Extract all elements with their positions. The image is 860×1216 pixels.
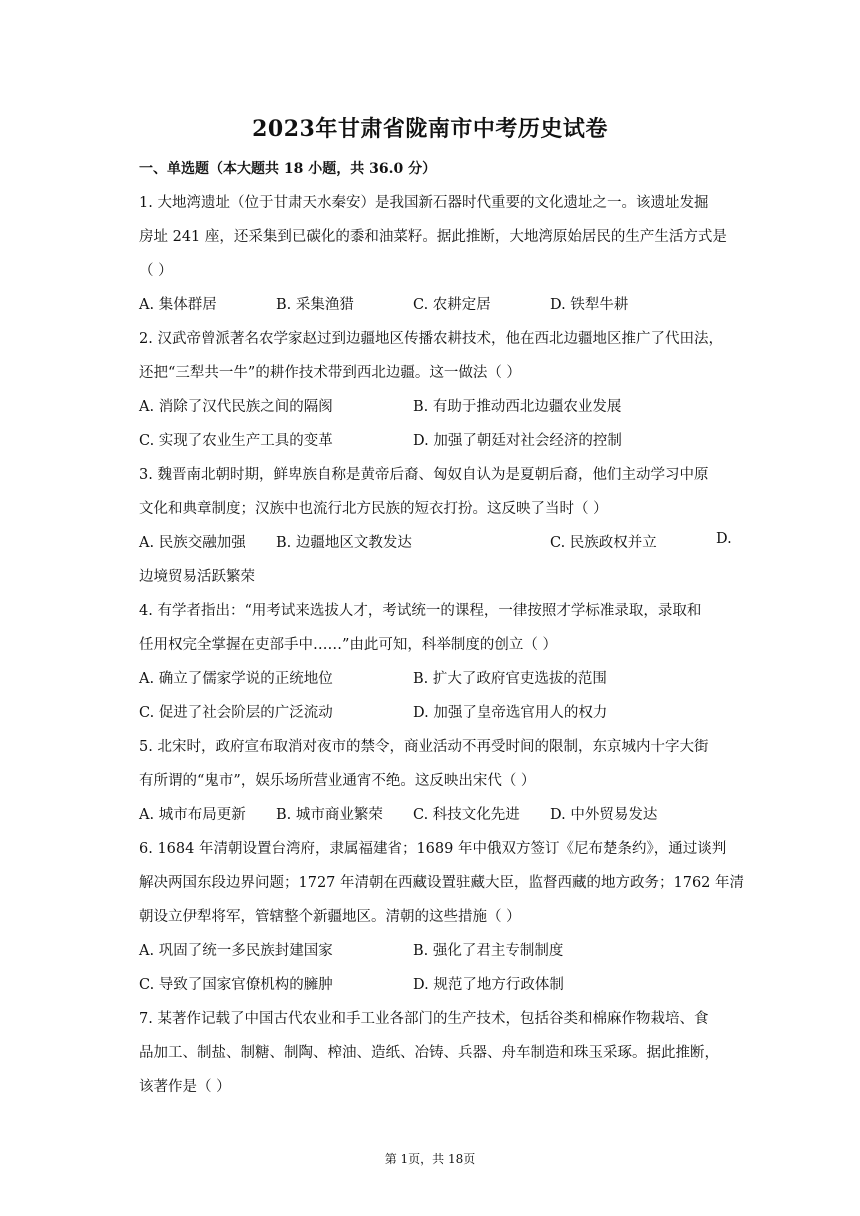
question-1-line-3: （ ） — [139, 263, 173, 279]
question-6-line-2: 解决两国东段边界问题；1727 年清朝在西藏设置驻藏大臣，监督西藏的地方政务；1762 年清 — [139, 875, 745, 891]
question-1-option-b[interactable]: B. 采集渔猎 — [276, 297, 354, 313]
question-4-line-1: 4. 有学者指出：“用考试来选拔人才，考试统一的课程，一律按照才学标准录取，录取和 — [139, 603, 702, 619]
question-3-option-b[interactable]: B. 边疆地区文教发达 — [276, 535, 412, 551]
question-5-option-b[interactable]: B. 城市商业繁荣 — [276, 807, 383, 823]
question-1-option-c[interactable]: C. 农耕定居 — [413, 297, 491, 313]
question-6-option-a[interactable]: A. 巩固了统一多民族封建国家 — [139, 943, 333, 959]
question-7-line-2: 品加工、制盐、制糖、制陶、榨油、造纸、冶铸、兵器、舟车制造和珠玉采琢。据此推断， — [139, 1045, 719, 1061]
question-5-line-2: 有所谓的“鬼市”，娱乐场所营业通宵不绝。这反映出宋代（ ） — [139, 773, 536, 789]
question-2-line-2: 还把“三犁共一牛”的耕作技术带到西北边疆。这一做法（ ） — [139, 365, 521, 381]
question-3-option-d[interactable]: D. — [716, 531, 732, 547]
question-3-option-d-text[interactable]: 边境贸易活跃繁荣 — [139, 569, 255, 585]
question-1-line-1: 1. 大地湾遗址（位于甘肃天水秦安）是我国新石器时代重要的文化遗址之一。该遗址发掘 — [139, 195, 709, 211]
question-5-line-1: 5. 北宋时，政府宣布取消对夜市的禁令，商业活动不再受时间的限制，东京城内十字大街 — [139, 739, 709, 755]
question-3-option-c[interactable]: C. 民族政权并立 — [550, 535, 657, 551]
question-2-option-c[interactable]: C. 实现了农业生产工具的变革 — [139, 433, 333, 449]
question-4-option-c[interactable]: C. 促进了社会阶层的广泛流动 — [139, 705, 333, 721]
page-title: 2023年甘肃省陇南市中考历史试卷 — [252, 116, 608, 142]
question-7-line-3: 该著作是（ ） — [139, 1079, 231, 1095]
question-2-option-b[interactable]: B. 有助于推动西北边疆农业发展 — [413, 399, 622, 415]
question-6-line-1: 6. 1684 年清朝设置台湾府，隶属福建省；1689 年中俄双方签订《尼布楚条约》，通过谈判 — [139, 841, 727, 857]
question-1-line-2: 房址 241 座，还采集到已碳化的黍和油菜籽。据此推断，大地湾原始居民的生产生活方式是 — [139, 229, 727, 245]
question-5-option-a[interactable]: A. 城市布局更新 — [139, 807, 246, 823]
question-6-option-c[interactable]: C. 导致了国家官僚机构的臃肿 — [139, 977, 333, 993]
question-4-line-2: 任用权完全掌握在吏部手中……”由此可知，科举制度的创立（ ） — [139, 637, 558, 653]
question-1-option-a[interactable]: A. 集体群居 — [139, 297, 217, 313]
question-6-option-b[interactable]: B. 强化了君主专制制度 — [413, 943, 564, 959]
section-heading: 一、单选题（本大题共 18 小题，共 36.0 分） — [139, 161, 437, 177]
question-4-option-d[interactable]: D. 加强了皇帝选官用人的权力 — [413, 705, 608, 721]
page-footer: 第 1页，共 18页 — [384, 1152, 476, 1166]
question-2-option-d[interactable]: D. 加强了朝廷对社会经济的控制 — [413, 433, 622, 449]
question-7-line-1: 7. 某著作记载了中国古代农业和手工业各部门的生产技术，包括谷类和棉麻作物栽培、食 — [139, 1011, 709, 1027]
question-4-option-a[interactable]: A. 确立了儒家学说的正统地位 — [139, 671, 333, 687]
question-5-option-c[interactable]: C. 科技文化先进 — [413, 807, 520, 823]
question-3-option-a[interactable]: A. 民族交融加强 — [139, 535, 246, 551]
question-3-line-1: 3. 魏晋南北朝时期，鲜卑族自称是黄帝后裔、匈奴自认为是夏朝后裔，他们主动学习中原 — [139, 467, 709, 483]
question-2-option-a[interactable]: A. 消除了汉代民族之间的隔阂 — [139, 399, 333, 415]
question-3-line-2: 文化和典章制度；汉族中也流行北方民族的短衣打扮。这反映了当时（ ） — [139, 501, 608, 517]
question-6-option-d[interactable]: D. 规范了地方行政体制 — [413, 977, 564, 993]
question-4-option-b[interactable]: B. 扩大了政府官吏选拔的范围 — [413, 671, 607, 687]
question-5-option-d[interactable]: D. 中外贸易发达 — [550, 807, 658, 823]
question-1-option-d[interactable]: D. 铁犁牛耕 — [550, 297, 629, 313]
question-2-line-1: 2. 汉武帝曾派著名农学家赵过到边疆地区传播农耕技术，他在西北边疆地区推广了代田法， — [139, 331, 723, 347]
question-6-line-3: 朝设立伊犁将军，管辖整个新疆地区。清朝的这些措施（ ） — [139, 909, 521, 925]
